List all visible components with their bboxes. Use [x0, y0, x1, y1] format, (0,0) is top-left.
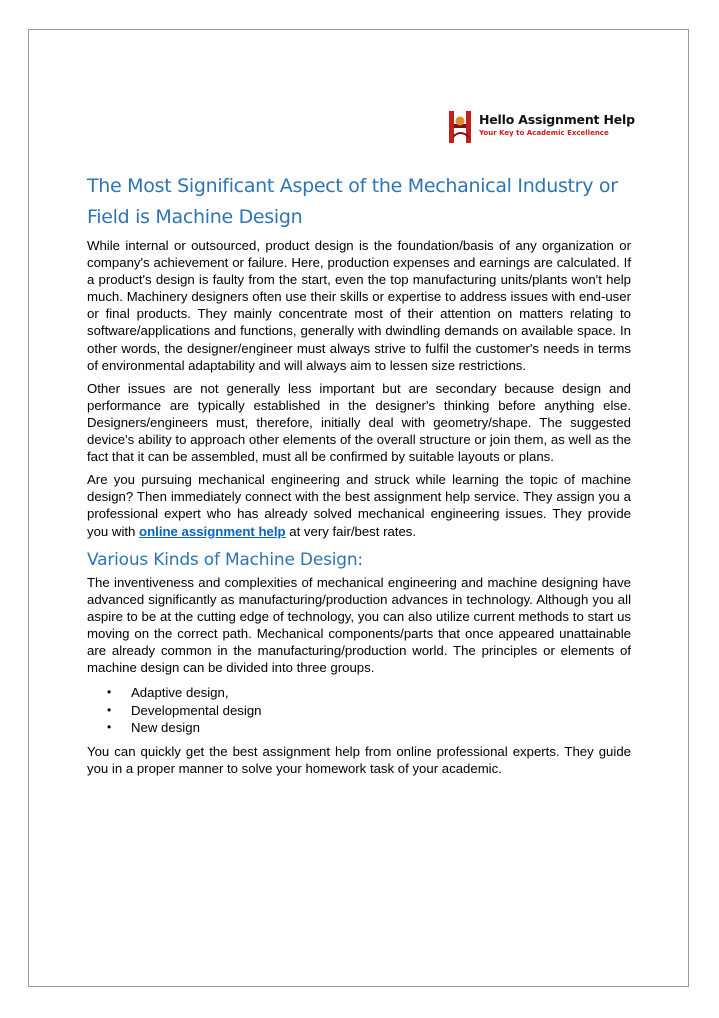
paragraph-help-offer — [87, 471, 631, 539]
paragraph-intro: While internal or outsourced, product design is the foundation/basis of any organization or company's achievement or failure. Here, production expenses and earnings are calculated. If a product's design is faulty from the start, even the top manufacturing units/plants won't help much. Machinery designers often use their skills or expertise to address issues with end-user or final products. They mainly concentrate most of their attention on matters relating to software/applications and functions, generally with dwindling demands on available space. In other words, the designer/engineer must always strive to fulfil the customer's needs in terms of environmental adaptability and will always aim to lessen size restrictions. — [87, 238, 631, 373]
section-heading-kinds: Various Kinds of Machine Design: — [87, 549, 363, 570]
paragraph-closing: You can quickly get the best assignment help from online professional experts. They guide you in a proper manner to solve your homework task of your academic. — [87, 743, 631, 776]
paragraph-help-text-after: at very fair/best rates. — [285, 523, 417, 539]
list-item — [107, 702, 631, 720]
document-content — [87, 171, 631, 783]
paragraph-secondary-issues: Other issues are not generally less important but are secondary because design and performance are typically established in the designer's thinking before anything else. Designers/engineers must, therefore, initially deal with geometry/shape. The suggested device's ability to approach other elements of the overall structure or join them, as well as the fact that it can be assembled, must all be confirmed by suitable layouts or plans. — [87, 380, 631, 465]
logo-tagline: Your Key to Academic Excellence — [479, 129, 609, 137]
paragraph-kinds: The inventiveness and complexities of mechanical engineering and machine designing have advanced significantly as manufacturing/production advances in technology. Although you all aspire to be at the cutting edge of technology, you can also utilize current methods to start us moving on the correct path. Mechanical components/parts that once appeared unattainable are already common in the manufacturing/production world. The principles or elements of machine design can be divided into three groups. — [87, 574, 631, 676]
bullet-icon: • — [107, 685, 112, 700]
logo-title: Hello Assignment Help — [479, 112, 635, 127]
paragraph-help-text-before: Are you pursuing mechanical engineering and struck while learning the topic of machine design? Then immediately connect with the best assignment help service. They assign you a professional expert who has already solved mechanical engineering issues. They provide you with — [87, 472, 631, 539]
logo-mark-icon — [447, 107, 477, 147]
design-types-list — [87, 684, 631, 737]
list-item-label: Adaptive design, — [131, 685, 229, 701]
list-item — [107, 719, 631, 737]
brand-logo — [447, 107, 637, 147]
online-assignment-help-link[interactable]: online assignment help — [139, 523, 286, 539]
bullet-icon: • — [107, 720, 112, 735]
list-item-label: New design — [131, 720, 200, 736]
list-item — [107, 684, 631, 702]
main-heading: The Most Significant Aspect of the Mechanical Industry or Field is Machine Design — [87, 175, 618, 228]
bullet-icon: • — [107, 702, 112, 717]
list-item-label: Developmental design — [131, 702, 262, 718]
